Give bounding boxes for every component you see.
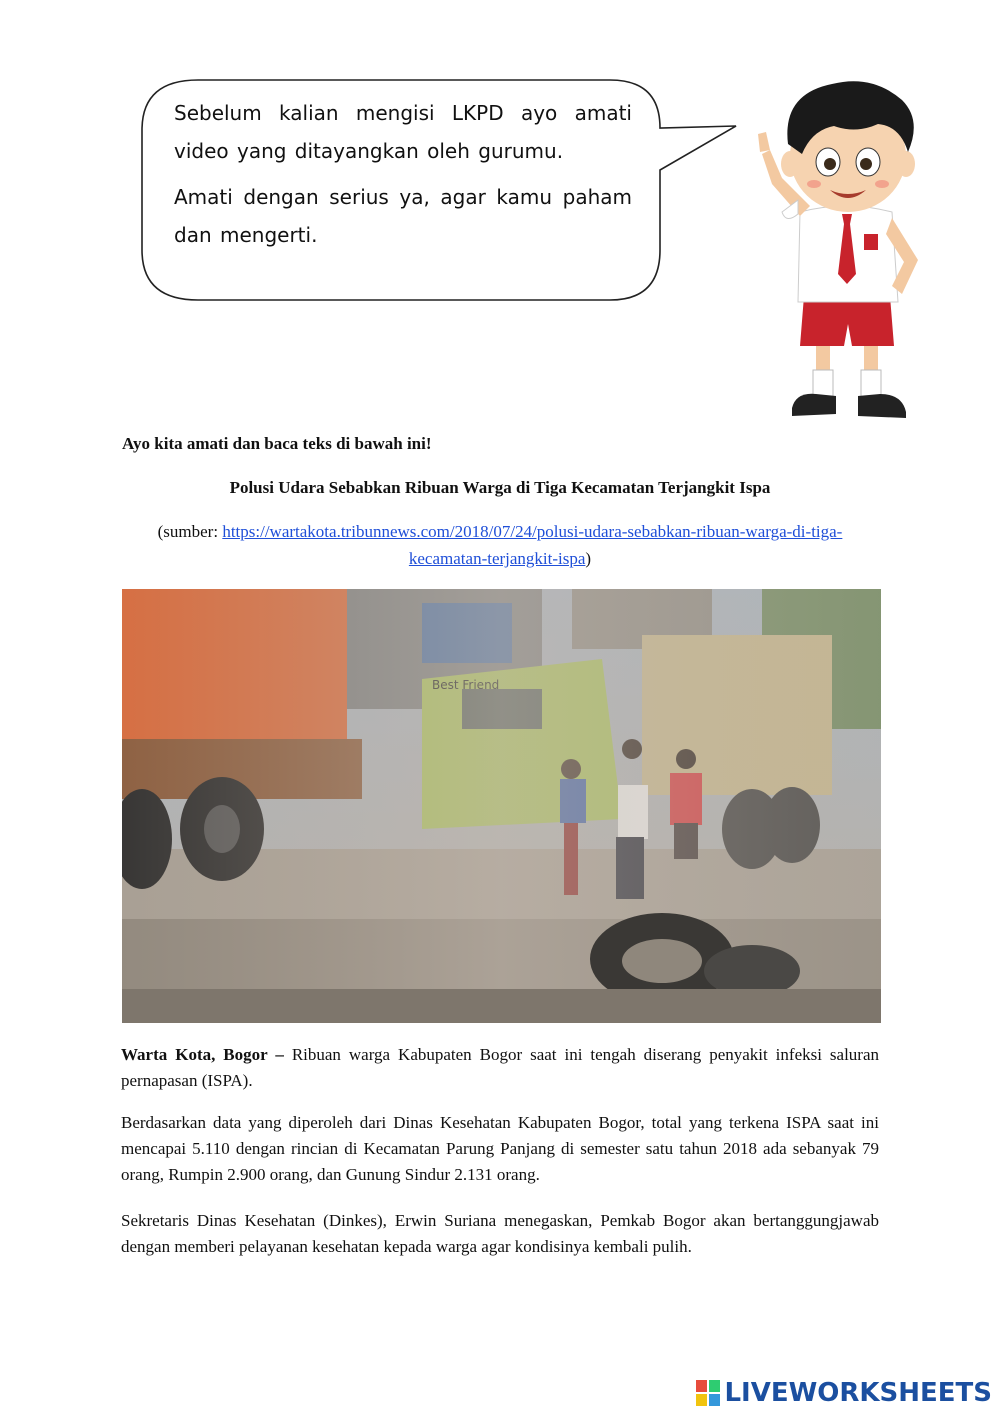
article-title: Polusi Udara Sebabkan Ribuan Warga di Tiga Kecamatan Terjangkit Ispa (229, 478, 771, 497)
article-source (120, 518, 880, 572)
paragraph-3: Sekretaris Dinas Kesehatan (Dinkes), Erwin Suriana menegaskan, Pemkab Bogor akan bertanggungjawab dengan memberi pelayanan kesehatan kepada warga agar kondisinya kembali pulih. (121, 1211, 879, 1256)
speech-line-1: Sebelum kalian mengisi LKPD ayo amati video yang ditayangkan oleh gurumu. (174, 101, 632, 163)
source-link[interactable]: https://wartakota.tribunnews.com/2018/07/24/polusi-udara-sebabkan-ribuan-warga-di-tiga-kecamatan-terjangkit-ispa (222, 522, 843, 568)
speech-line-2: Amati dengan serius ya, agar kamu paham dan mengerti. (174, 185, 632, 247)
source-prefix: (sumber: (157, 522, 223, 541)
instruction-text: Ayo kita amati dan baca teks di bawah ini! (122, 434, 432, 453)
speech-bubble (138, 78, 748, 308)
student-cartoon-illustration (752, 74, 936, 434)
source-suffix: ) (585, 549, 592, 568)
speech-bubble-text (174, 94, 632, 262)
paragraph-1-text: Ribuan warga Kabupaten Bogor saat ini tengah diserang penyakit infeksi saluran pernapasan (ISPA). (121, 1045, 879, 1090)
brand-name: LIVEWORKSHEETS (724, 1378, 992, 1408)
dateline: Warta Kota, Bogor – (121, 1045, 284, 1064)
liveworksheets-logo-icon (696, 1380, 720, 1406)
article-photo (122, 589, 881, 1023)
liveworksheets-logo (696, 1376, 992, 1410)
paragraph-2: Berdasarkan data yang diperoleh dari Dinas Kesehatan Kabupaten Bogor, total yang terkena ISPA saat ini mencapai 5.110 dengan rincian di Kecamatan Parung Panjang di semester satu tahun 2018 ada sebanyak 79 orang, Rumpin 2.900 orang, dan Gunung Sindur 2.131 orang. (121, 1113, 879, 1184)
paragraph-1 (121, 1042, 879, 1094)
